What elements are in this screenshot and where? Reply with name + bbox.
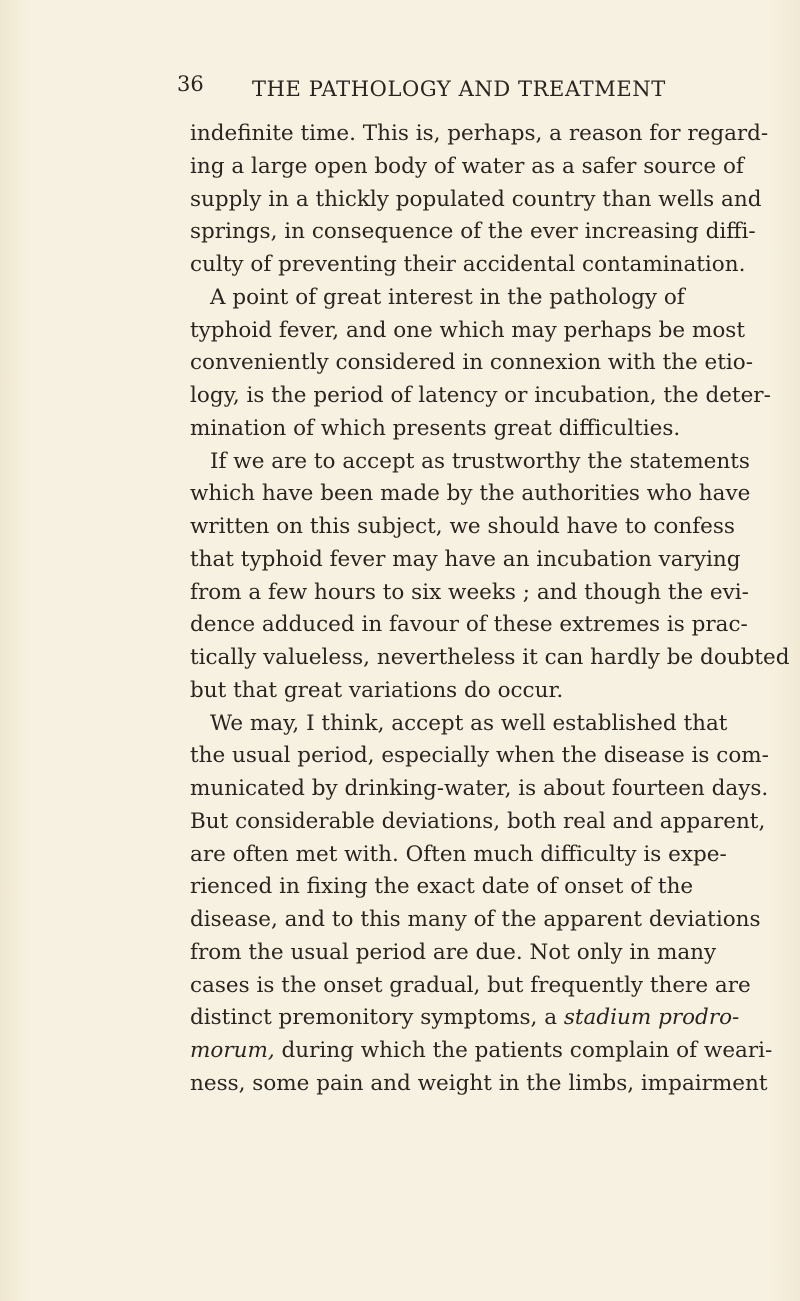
text-line: dence adduced in favour of these extremes is prac- — [190, 612, 748, 638]
text-line: springs, in consequence of the ever increasing diffi- — [190, 219, 756, 245]
body-text — [190, 118, 790, 1101]
text-line: from a few hours to six weeks ; and though the evi- — [190, 579, 749, 605]
paragraph-start-line: If we are to accept as trustworthy the statements — [210, 448, 750, 474]
text-segment: during which the patients complain of weari- — [274, 1038, 773, 1063]
text-line: cases is the onset gradual, but frequently there are — [190, 972, 751, 998]
italic-phrase: stadium prodro- — [563, 1005, 740, 1031]
text-line: disease, and to this many of the apparent deviations — [190, 907, 761, 932]
text-line: written on this subject, we should have to confess — [190, 514, 735, 539]
page-number: 36 — [177, 72, 204, 96]
text-line: the usual period, especially when the disease is com- — [190, 743, 769, 769]
text-segment: distinct premonitory symptoms, a — [190, 1005, 564, 1031]
paragraph-start-line: We may, I think, accept as well established that — [210, 710, 728, 736]
paragraph-start-line: A point of great interest in the pathology of — [210, 284, 685, 310]
text-line: ing a large open body of water as a safer source of — [190, 153, 744, 179]
running-head: THE PATHOLOGY AND TREATMENT — [252, 77, 666, 101]
text-line: conveniently considered in connexion with the etio- — [190, 350, 753, 376]
text-line: mination of which presents great difficulties. — [190, 415, 681, 441]
text-line: which have been made by the authorities who have — [190, 481, 751, 507]
text-line: logy, is the period of latency or incubation, the deter- — [190, 383, 771, 408]
text-line: rienced in fixing the exact date of onset of the — [190, 874, 694, 900]
text-line: indefinite time. This is, perhaps, a reason for regard- — [190, 121, 769, 146]
text-line — [190, 1035, 790, 1068]
text-line: but that great variations do occur. — [190, 677, 564, 703]
text-line: ness, some pain and weight in the limbs, impairment — [190, 1070, 768, 1096]
text-line: supply in a thickly populated country than wells and — [190, 186, 762, 212]
text-line: typhoid fever, and one which may perhaps be most — [190, 317, 745, 343]
text-line: from the usual period are due. Not only in many — [190, 939, 717, 965]
text-line: municated by drinking-water, is about fourteen days. — [190, 776, 769, 801]
text-line: tically valueless, nevertheless it can hardly be doubted — [190, 645, 790, 670]
text-line: are often met with. Often much difficulty is expe- — [190, 841, 727, 867]
italic-phrase: morum, — [190, 1038, 275, 1063]
text-line — [190, 1002, 790, 1035]
text-line: culty of preventing their accidental contamination. — [190, 252, 746, 277]
text-line: But considerable deviations, both real and apparent, — [190, 808, 766, 834]
text-line: that typhoid fever may have an incubation varying — [190, 546, 741, 572]
